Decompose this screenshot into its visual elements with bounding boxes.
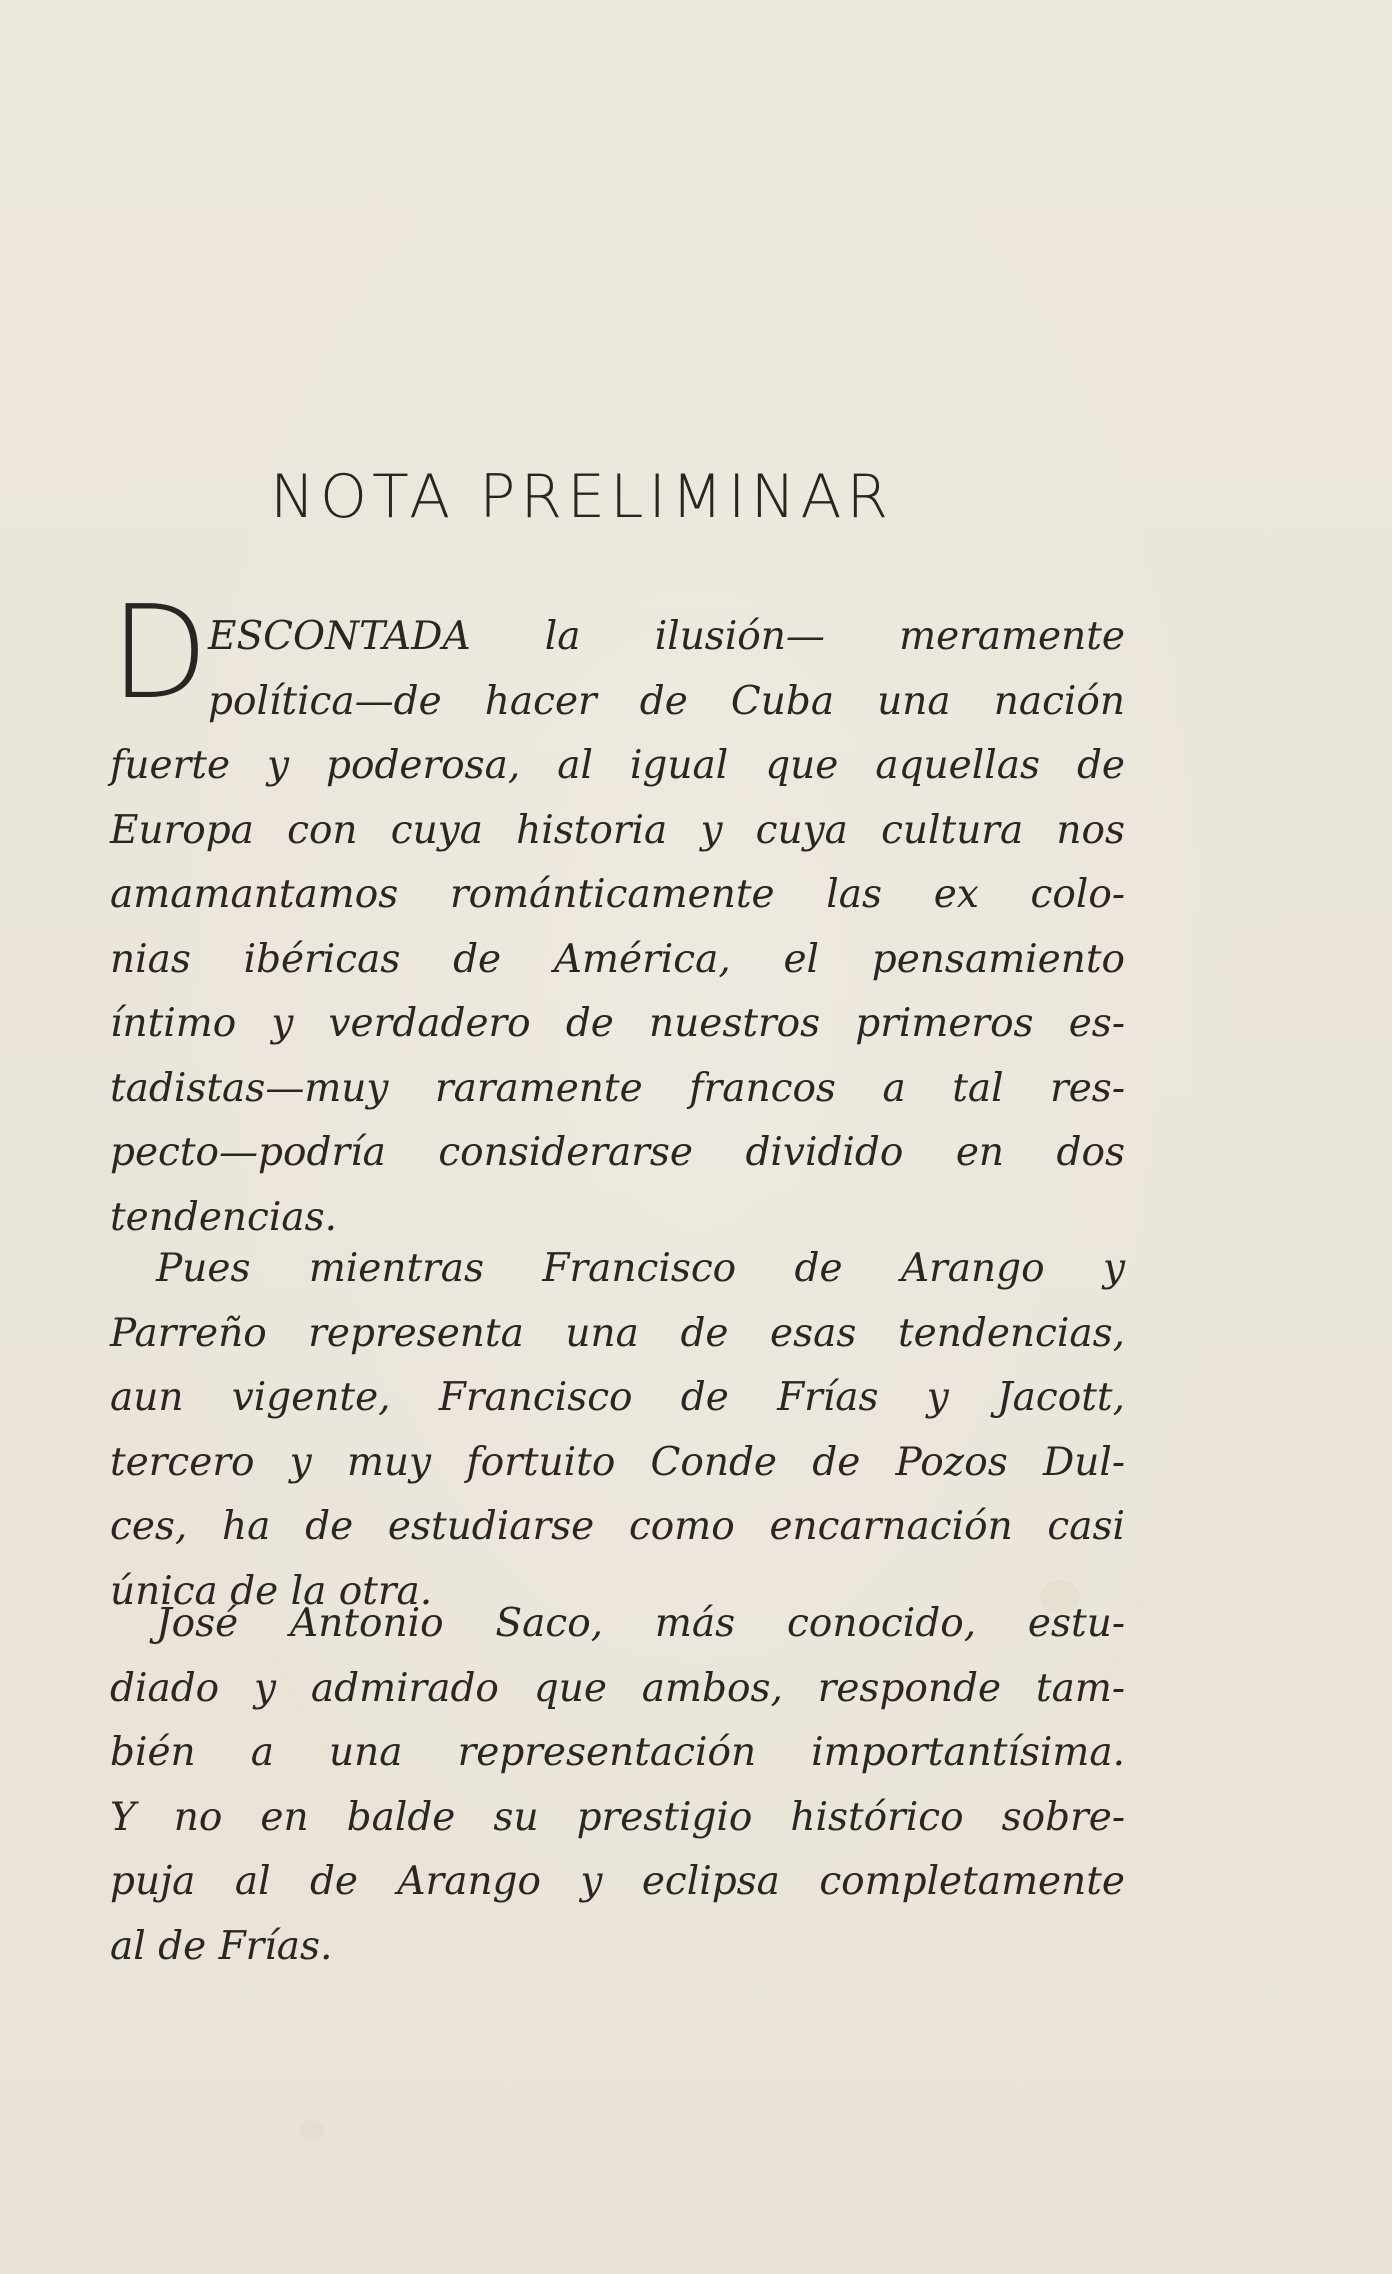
paragraph-line: tercero y muy fortuito Conde de Pozos Dul- xyxy=(110,1439,1125,1485)
paragraph-line: al de Frías. xyxy=(110,1923,333,1969)
paper-stain xyxy=(300,2120,324,2140)
paragraph-line: ESCONTADA la ilusión— meramente xyxy=(208,614,1125,659)
paragraph-line: bién a una representación importantísima. xyxy=(110,1730,1125,1775)
paragraph-line: única de la otra. xyxy=(110,1568,433,1614)
paragraph-2 xyxy=(110,1237,1125,1624)
paragraph-line: Pues mientras Francisco de Arango y xyxy=(156,1246,1125,1291)
drop-cap: D xyxy=(110,579,209,728)
paragraph-line: aun vigente, Francisco de Frías y Jacott, xyxy=(110,1375,1125,1420)
paragraph-line: ces, ha de estudiarse como encarnación casi xyxy=(110,1504,1125,1549)
paragraph-line: política—de hacer de Cuba una nación xyxy=(208,678,1125,724)
paragraph-line: pecto—podría considerarse dividido en dos xyxy=(110,1130,1125,1175)
paragraph-1 xyxy=(110,605,1125,1250)
paragraph-line: Europa con cuya historia y cuya cultura nos xyxy=(110,807,1125,853)
paragraph-line: José Antonio Saco, más conocido, estu- xyxy=(156,1601,1125,1646)
paragraph-line: Y no en balde su prestigio histórico sobre- xyxy=(110,1794,1125,1840)
paragraph-line: Parreño representa una de esas tendencias, xyxy=(110,1310,1125,1356)
paragraph-line: tendencias. xyxy=(110,1194,338,1240)
paragraph-line: íntimo y verdadero de nuestros primeros es- xyxy=(110,1001,1125,1046)
paragraph-line: tadistas—muy raramente francos a tal res- xyxy=(110,1065,1125,1111)
paragraph-3 xyxy=(110,1592,1125,1979)
paragraph-line: nias ibéricas de América, el pensamiento xyxy=(110,936,1125,982)
paragraph-line: puja al de Arango y eclipsa completamente xyxy=(110,1859,1125,1904)
page-title: NOTA PRELIMINAR xyxy=(270,462,894,532)
paragraph-line: diado y admirado que ambos, responde tam- xyxy=(110,1665,1125,1711)
paragraph-line: fuerte y poderosa, al igual que aquellas de xyxy=(110,743,1125,788)
paragraph-line: amamantamos románticamente las ex colo- xyxy=(110,872,1125,917)
